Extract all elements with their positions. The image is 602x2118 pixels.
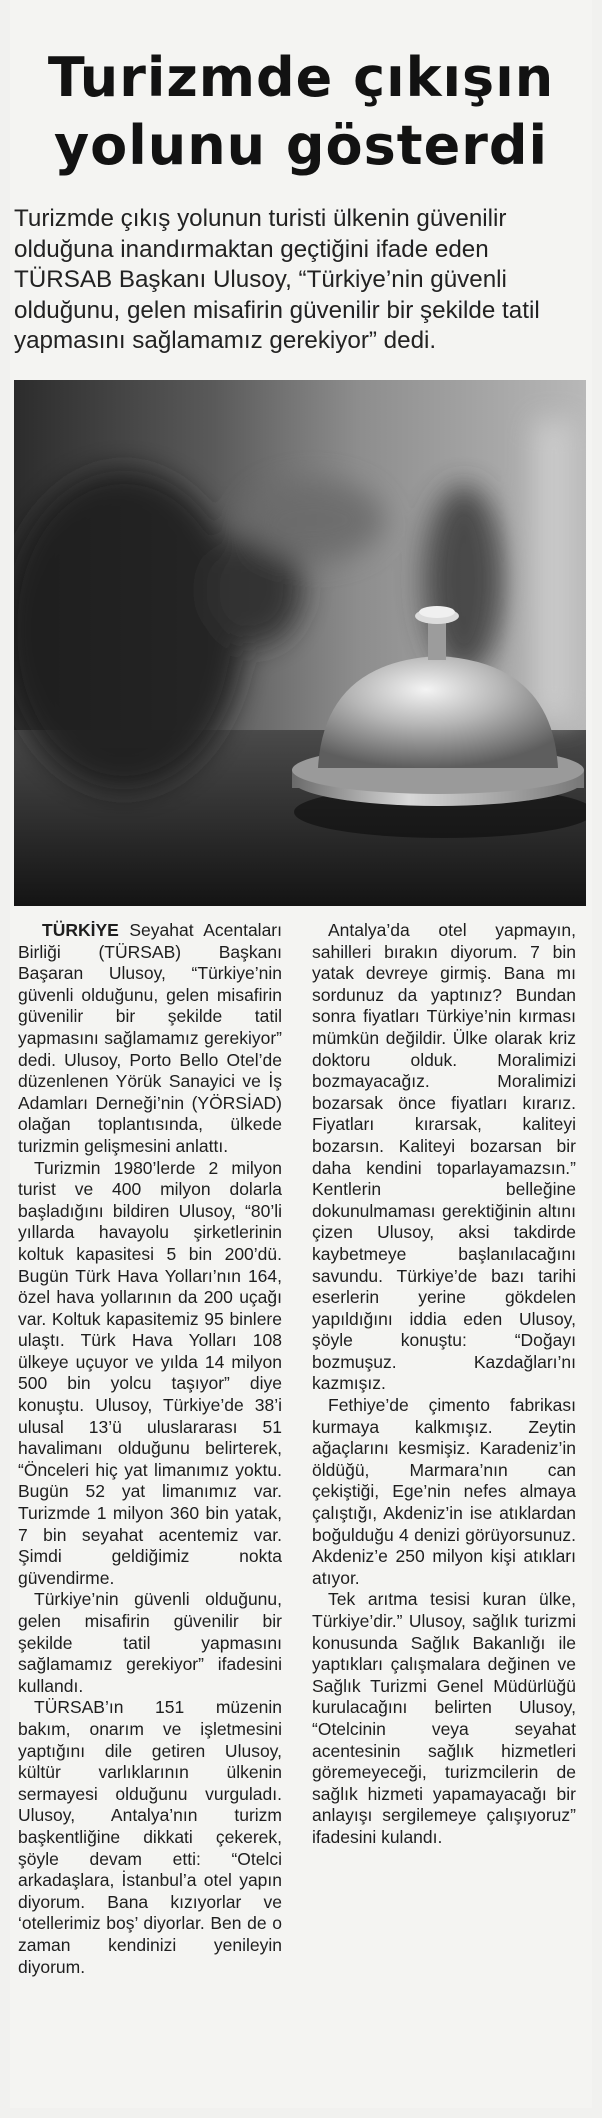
service-bell-image <box>14 380 586 906</box>
body-paragraph-3: Türkiye’nin güvenli olduğunu, gelen misafirin güvenilir bir şekilde tatil yapmasını sağlamamız gerekiyor” ifadesini kullandı. <box>18 1589 282 1696</box>
body-paragraph-7: Tek arıtma tesisi kuran ülke, Türkiye’dir.” Ulusoy, sağlık turizmi konusunda Sağlık Bakanlığı ile yaptıkları çalışmalara değinen ve Sağlık Turizmi Genel Müdürlüğü kurulacağını belirten Ulusoy, “Otelcinin veya seyahat acentesinin sağlık hizmetleri göremeyeceği, turizmcilerin de sağlık hizmeti yapamayacağı bir anlayışı sergilemeye çalışıyoruz” ifadesini kulandı. <box>312 1589 576 1847</box>
body-paragraph-4: TÜRSAB’ın 151 müzenin bakım, onarım ve işletmesini yaptığını dile getiren Ulusoy, kültür varlıklarının ülkenin sermayesi olduğunu vurguladı. Ulusoy, Antalya’nın turizm başkentliğine dikkati çekerek, şöyle devam etti: “Otelci arkadaşlara, İstanbul’a otel yapın diyorum. Bana kızıyorlar ve ‘otellerimiz boş’ diyorlar. Ben de o zaman kendinizi yenileyin diyorum. <box>18 1697 282 1977</box>
lede-paragraph: Turizmde çıkış yolunun turisti ülkenin güvenilir olduğuna inandırmaktan geçtiğini ifade eden TÜRSAB Başkanı Ulusoy, “Türkiye’nin güvenli olduğunu, gelen misafirin güvenilir bir şekilde tatil yapmasını sağlamamız gerekiyor” dedi. <box>14 205 540 354</box>
headline: Turizmde çıkışın yolunu gösterdi <box>47 46 555 177</box>
body-paragraph-6: Fethiye’de çimento fabrikası kurmaya kalkmışız. Zeytin ağaçlarını kesmişiz. Karadeniz’in öldüğü, Marmara’nın can çekiştiği, Ege’nin nefes almaya çalıştığı, Akdeniz’in ise atıklardan boğulduğu 4 denizi görüyorsunuz. Akdeniz’e 250 milyon kişi atıkları atıyor. <box>312 1395 576 1588</box>
article-column-right <box>312 920 576 1849</box>
body-paragraph-1 <box>18 920 282 1158</box>
dateline: TÜRKİYE <box>42 920 119 940</box>
body-paragraph-2: Turizmin 1980’lerde 2 milyon turist ve 400 milyon dolarla başladığını bildiren Ulusoy, “80’li yıllarda havayolu şirketlerinin koltuk kapasitesi 5 bin 200’dü. Bugün Türk Hava Yolları’nın 164, özel hava yollarının da 200 uçağı var. Koltuk kapasitemiz 95 binlere ulaştı. Türk Hava Yolları 108 ülkeye uçuyor ve yılda 14 milyon 500 bin yolcu taşıyor” diye konuştu. Ulusoy, Türkiye’de 38’i ulusal 13’ü uluslararası 51 havalimanı olduğunu belirterek, “Önceleri hiç yat limanımız yoktu. Bugün 52 yat limanımız var. Turizmde 1 milyon 360 bin yatak, 7 bin seyahat acentemiz var. Şimdi geldiğimiz nokta güvendirme. <box>18 1157 282 1588</box>
article-column-left <box>18 920 282 1978</box>
body-paragraph-1-text: Seyahat Acentaları Birliği (TÜRSAB) Başkanı Başaran Ulusoy, “Türkiye’nin güvenli olduğunu, gelen misafirin güvenilir bir şekilde tatil yapmasını sağlamamız gerekiyor” dedi. Ulusoy, Porto Bello Otel’de düzenlenen Yörük Sanayici ve İş Adamları Derneği’nin (YÖRSİAD) olağan toplantısında, ülkede turizmin gelişmesini anlattı. <box>18 920 282 1156</box>
article-photo <box>14 380 586 906</box>
body-paragraph-5: Antalya’da otel yapmayın, sahilleri bırakın diyorum. 7 bin yatak devreye girmiş. Bana mı sordunuz da yaptınız? Bundan sonra fiyatları Türkiye’nin kırması mümkün değildir. Ülke olarak kriz doktoru olduk. Moralimizi bozmayacağız. Moralimizi bozarsak önce fiyatları kırarız. Fiyatları kırarsak, kaliteyi bozarsın. Kaliteyi bozarsan bir daha kendini toparlayamazsın.” Kentlerin belleğine dokunulmaması gerektiğinin altını çizen Ulusoy, aksi takdirde kaybetmeye başlanılacağını savundu. Türkiye’de bazı tarihi eserlerin yerine gökdelen yapıldığını iddia eden Ulusoy, şöyle konuştu: “Doğayı bozmuşuz. Kazdağları’nı kazmışız. <box>312 920 576 1394</box>
